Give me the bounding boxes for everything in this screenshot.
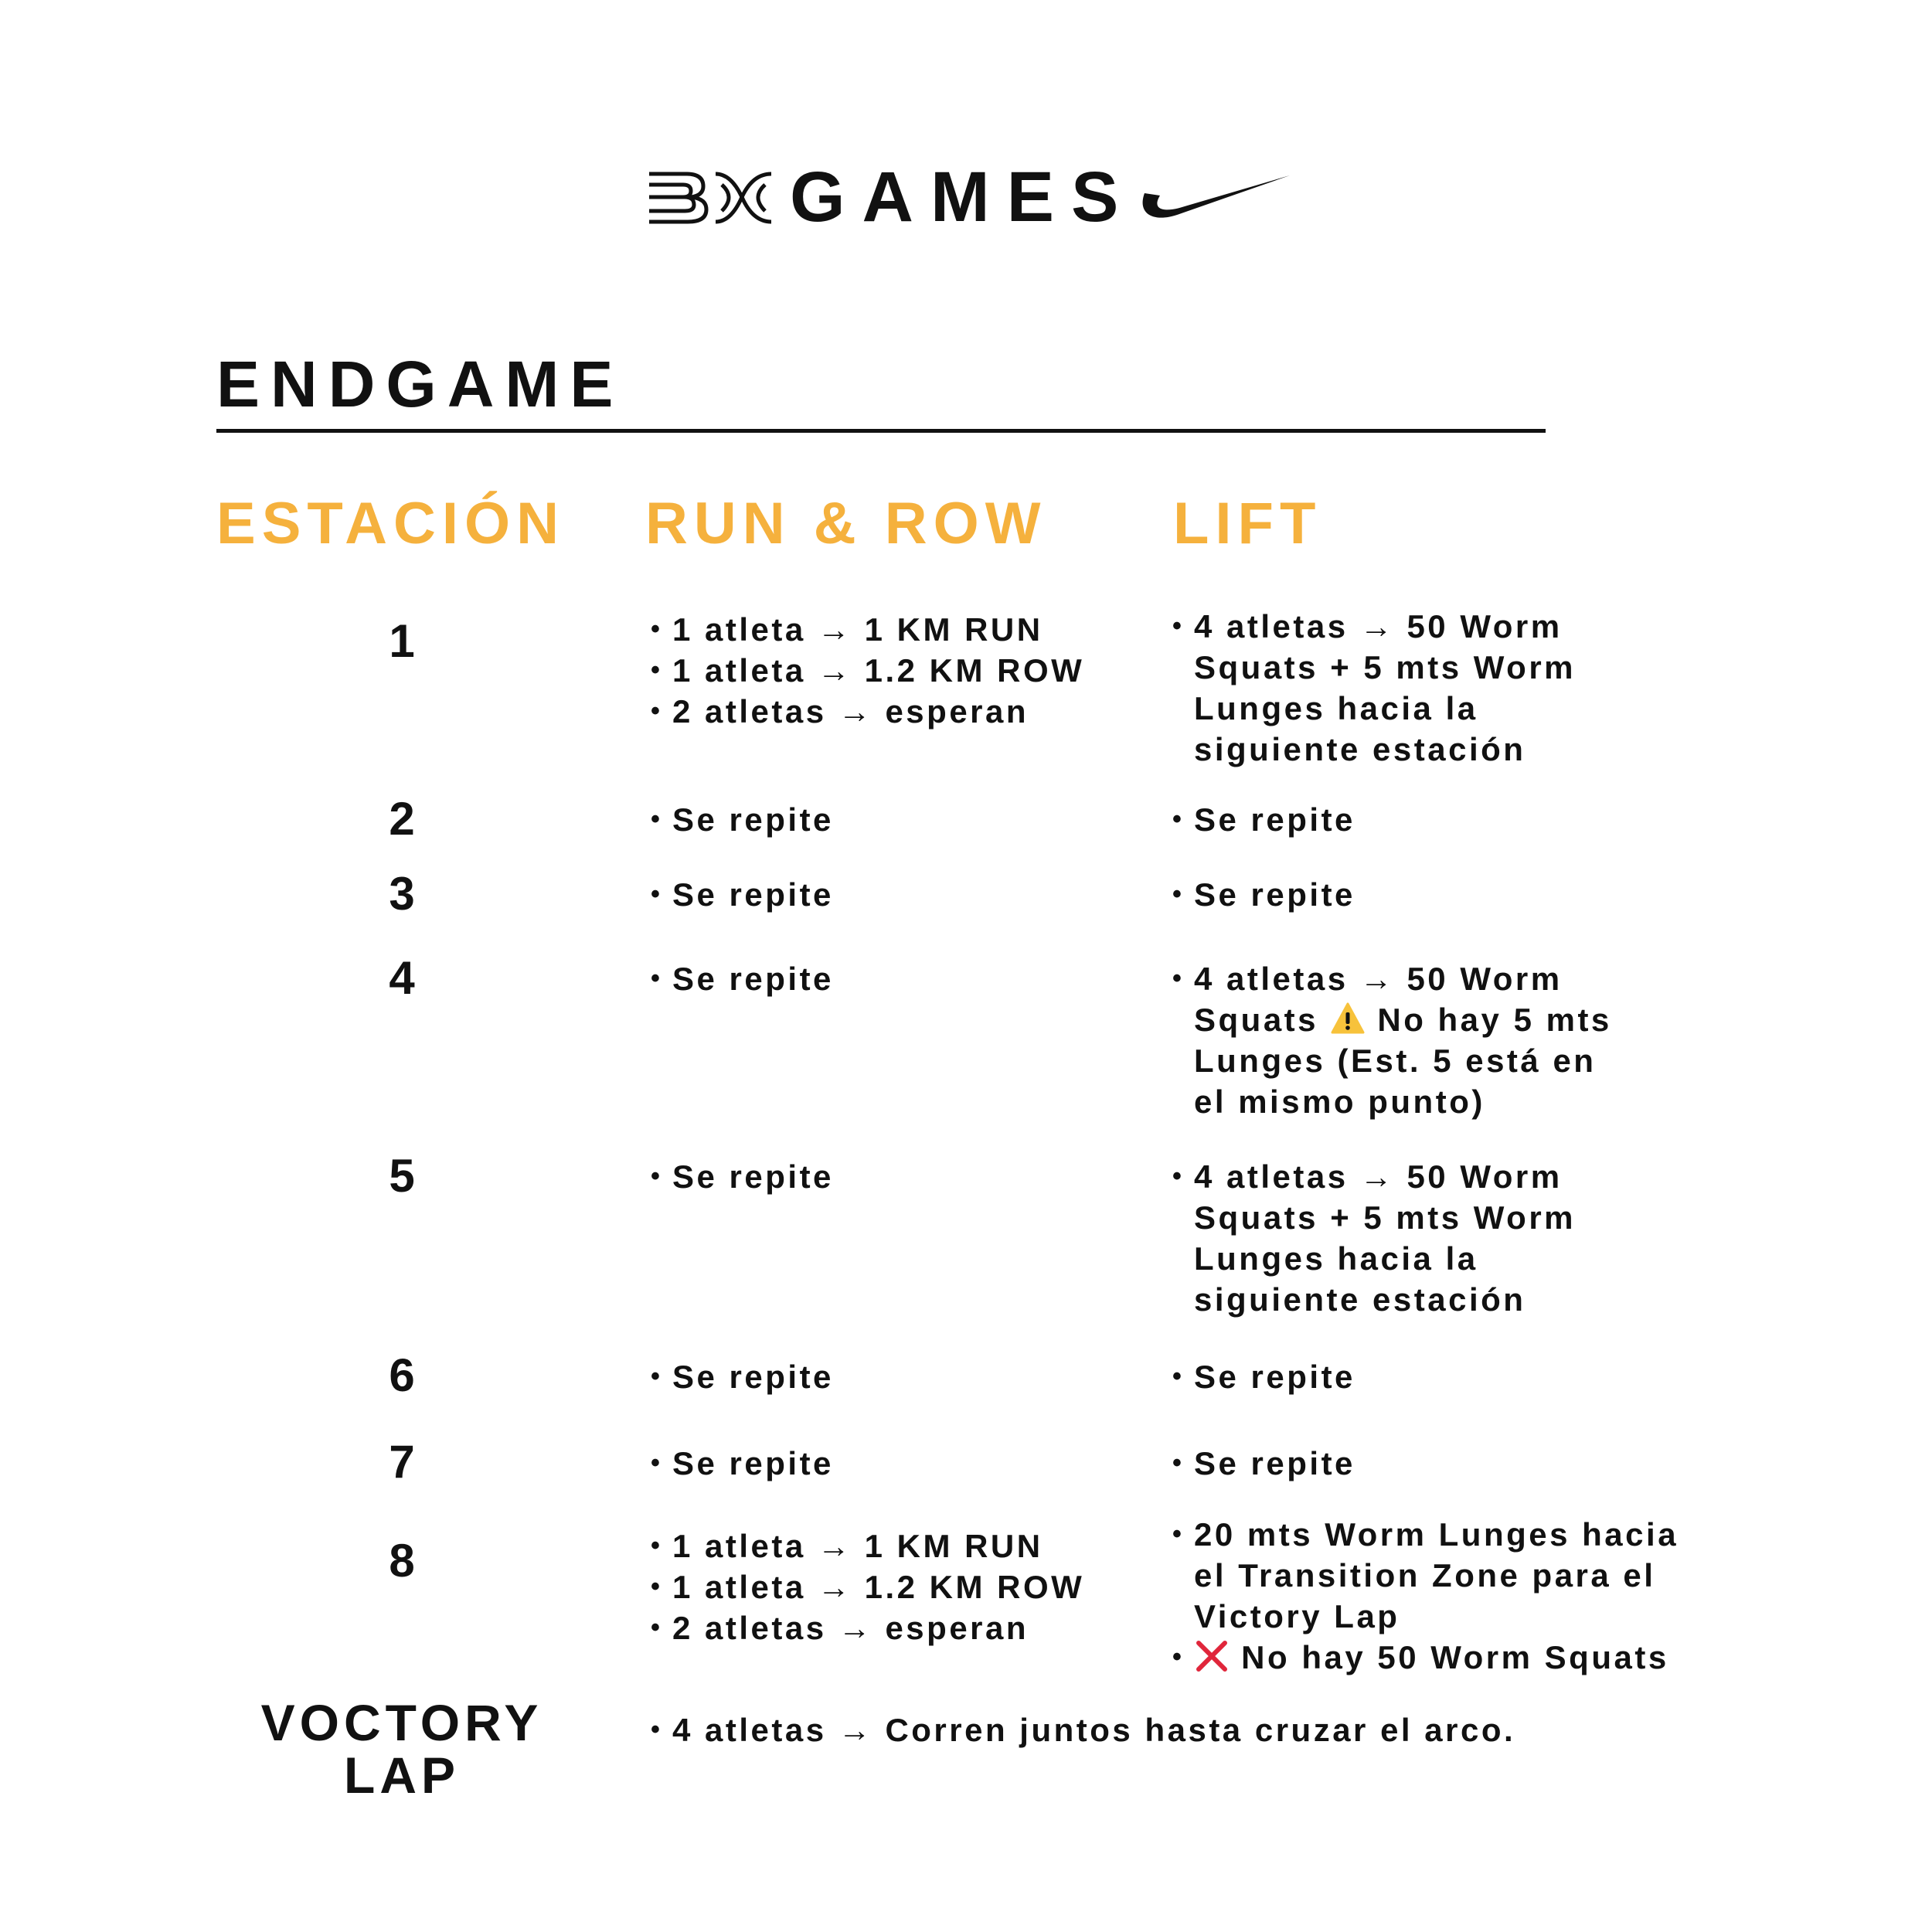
list-item: • Se repite: [651, 874, 834, 915]
list-text: No hay 50 Worm Squats: [1241, 1639, 1669, 1675]
header-run-row: RUN & ROW: [645, 491, 1047, 556]
list-item-continued: Victory Lap: [1194, 1598, 1400, 1634]
list-item-continued: el mismo punto): [1194, 1083, 1485, 1120]
run-row-cell: [651, 799, 834, 840]
list-item: • 1 atleta → 1 KM RUN: [651, 609, 1084, 650]
list-item-continued: Lunges (Est. 5 está en: [1194, 1043, 1597, 1079]
list-item: • Se repite: [1172, 874, 1355, 915]
list-item-continued: siguiente estación: [1194, 731, 1526, 767]
list-item: • Se repite: [1172, 1443, 1355, 1484]
victory-lap-cell: [651, 1709, 1515, 1750]
station-number: 3: [389, 868, 415, 920]
brand-logo: [646, 155, 1291, 240]
title-divider: [216, 429, 1546, 433]
list-item: • 4 atletas → 50 Worm: [1172, 606, 1576, 647]
run-row-cell: [651, 1526, 1084, 1648]
list-item: • 2 atletas → esperan: [651, 1607, 1084, 1648]
list-item: • 4 atletas → 50 Worm: [1172, 958, 1612, 999]
list-item: • 4 atletas → 50 Worm: [1172, 1156, 1576, 1197]
cross-mark-icon: [1194, 1638, 1230, 1674]
list-item: • 2 atletas → esperan: [651, 691, 1084, 732]
brand-games-text: GAMES: [790, 158, 1136, 236]
station-number: 4: [389, 952, 415, 1004]
station-number: 2: [389, 793, 415, 845]
lift-cell: [1172, 606, 1576, 770]
list-item-continued: [1172, 999, 1612, 1040]
list-item: • 4 atletas → Corren juntos hasta cruzar el arco.: [651, 1709, 1515, 1750]
victory-lap-label: [255, 1694, 549, 1804]
lift-cell: [1172, 1514, 1679, 1678]
list-item-continued: Lunges hacia la: [1194, 1240, 1478, 1277]
list-item-continued: el Transition Zone para el: [1194, 1557, 1656, 1594]
lift-cell: [1172, 1156, 1576, 1320]
list-item-continued: siguiente estación: [1194, 1281, 1526, 1318]
nike-swoosh-icon: [1137, 166, 1291, 228]
lift-cell: [1172, 874, 1355, 915]
list-item: • Se repite: [651, 1356, 834, 1397]
list-item: • Se repite: [651, 799, 834, 840]
lift-cell: [1172, 1443, 1355, 1484]
header-station: ESTACIÓN: [216, 491, 566, 556]
station-number: 1: [389, 615, 415, 667]
list-item: • 1 atleta → 1.2 KM ROW: [651, 1566, 1084, 1607]
run-row-cell: [651, 958, 834, 999]
list-item-continued: Lunges hacia la: [1194, 690, 1478, 726]
victory-lap-line: LAP: [344, 1747, 460, 1804]
run-row-cell: [651, 1156, 834, 1197]
list-item: • Se repite: [651, 1156, 834, 1197]
lift-cell: [1172, 958, 1612, 1122]
station-number: 7: [389, 1436, 415, 1488]
list-item-continued: Squats + 5 mts Worm: [1194, 1199, 1577, 1236]
run-row-cell: [651, 1356, 834, 1397]
victory-lap-line: VOCTORY: [260, 1694, 543, 1751]
run-row-cell: [651, 609, 1084, 732]
station-number: 6: [389, 1349, 415, 1401]
list-item-continued: Squats + 5 mts Worm: [1194, 649, 1577, 685]
run-row-cell: [651, 874, 834, 915]
station-number: 5: [389, 1150, 415, 1202]
list-item: • Se repite: [1172, 1356, 1355, 1397]
list-item: • 1 atleta → 1 KM RUN: [651, 1526, 1084, 1566]
page-title: ENDGAME: [216, 348, 624, 420]
list-item: • 1 atleta → 1.2 KM ROW: [651, 650, 1084, 691]
list-text: No hay 5 mts: [1377, 1002, 1612, 1038]
bx-logo-icon: [646, 166, 776, 228]
list-text: Squats: [1194, 1002, 1319, 1038]
station-number: 8: [389, 1535, 415, 1587]
list-item: • Se repite: [651, 1443, 834, 1484]
warning-icon: [1330, 1001, 1366, 1036]
list-item: • 20 mts Worm Lunges hacia: [1172, 1514, 1679, 1555]
list-item: • Se repite: [651, 958, 834, 999]
list-item: • Se repite: [1172, 799, 1355, 840]
header-lift: LIFT: [1173, 491, 1322, 556]
list-item: [1172, 1637, 1679, 1678]
lift-cell: [1172, 799, 1355, 840]
lift-cell: [1172, 1356, 1355, 1397]
run-row-cell: [651, 1443, 834, 1484]
